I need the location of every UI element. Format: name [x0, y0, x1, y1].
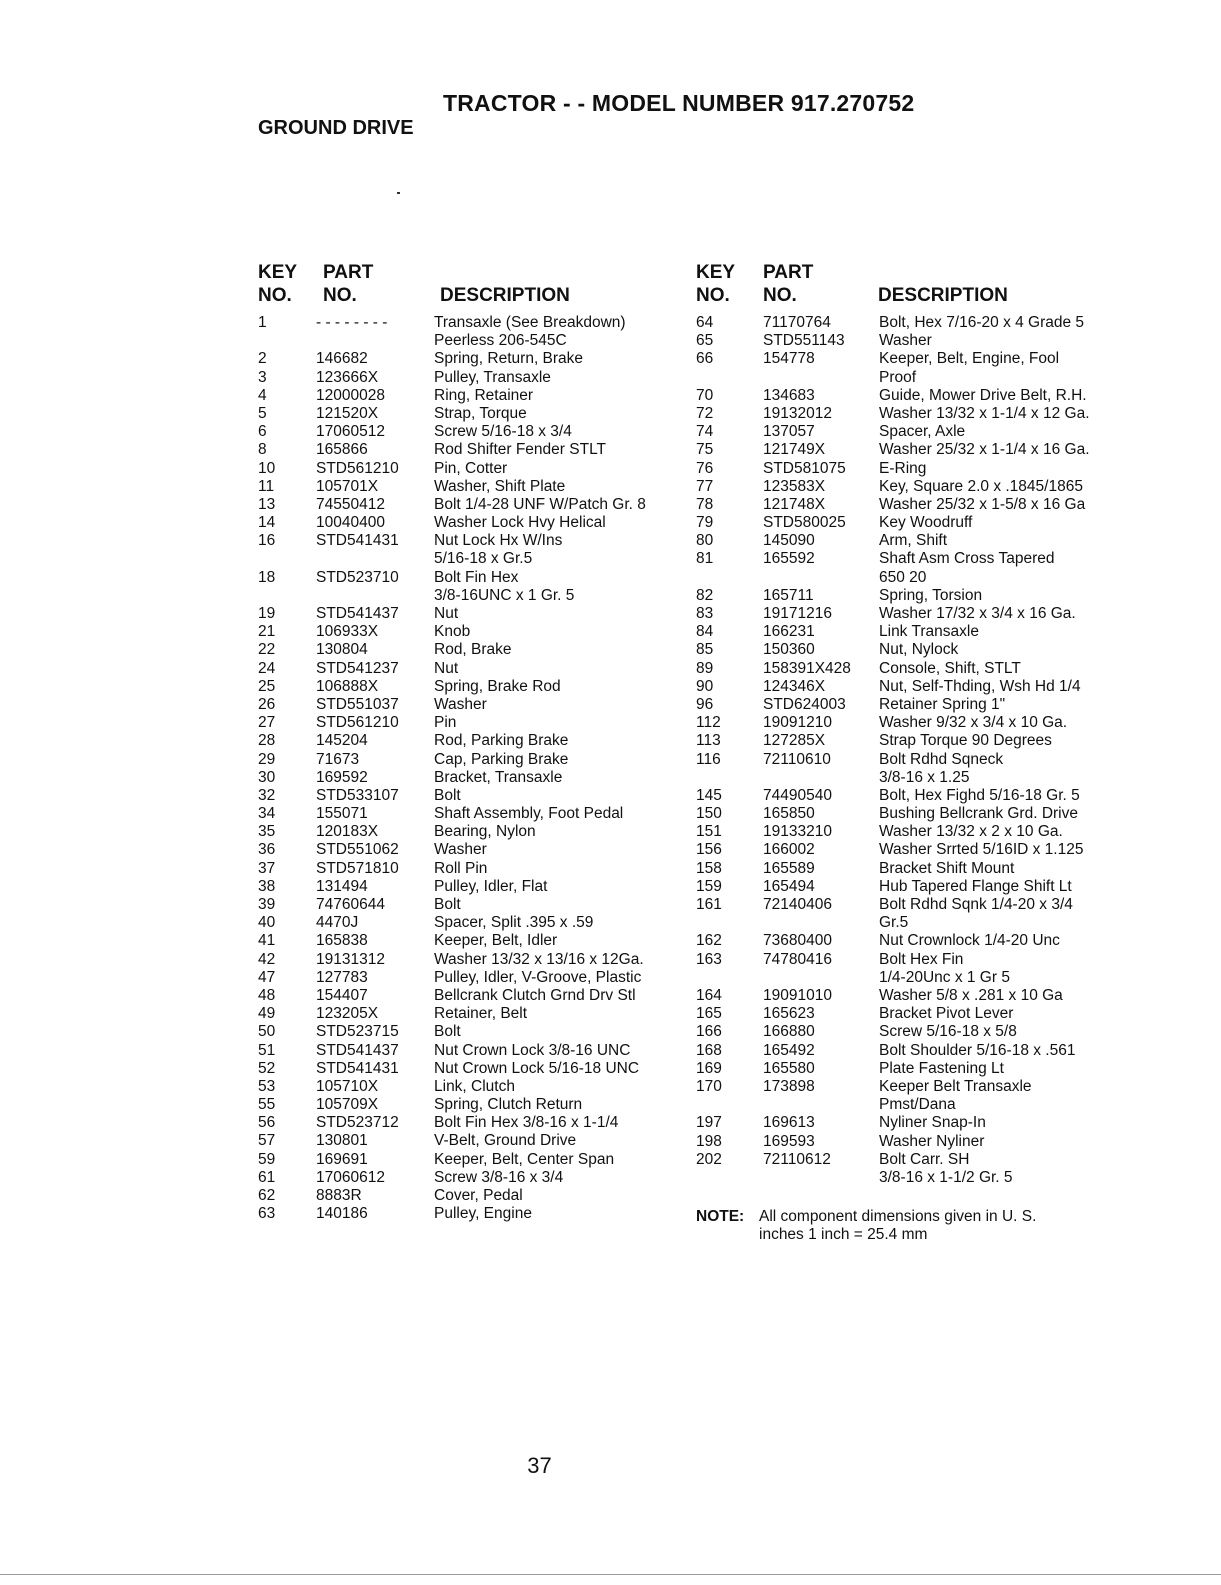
key-number: 30 [258, 768, 276, 786]
part-number: STD571810 [316, 859, 399, 877]
part-description: Washer 25/32 x 1-5/8 x 16 Ga [879, 495, 1086, 513]
page-number [0, 1453, 1221, 1479]
key-number: 84 [696, 623, 714, 641]
key-number: 65 [696, 332, 714, 350]
part-number: STD551062 [316, 841, 399, 859]
part-number: 130801 [316, 1132, 368, 1150]
key-number: 145 [696, 786, 722, 804]
part-number: 127783 [316, 968, 368, 986]
scan-edge [0, 1574, 1221, 1575]
part-number: 105710X [316, 1077, 379, 1095]
key-number: 78 [696, 495, 714, 513]
right-part-header-bottom: NO. [763, 285, 797, 306]
key-number: 27 [258, 714, 276, 732]
key-number: 52 [258, 1059, 276, 1077]
part-description: Peerless 206-545C [434, 332, 567, 350]
part-description: Washer Srrted 5/16ID x 1.125 [879, 841, 1084, 859]
key-number: 161 [696, 896, 722, 914]
part-number: 165850 [763, 805, 815, 823]
part-description: Proof [879, 368, 917, 386]
part-description: Plate Fastening Lt [879, 1059, 1004, 1077]
part-number: STD541431 [316, 1059, 399, 1077]
part-description: Shaft Asm Cross Tapered [879, 550, 1055, 568]
part-description: Bolt Rdhd Sqneck [879, 750, 1004, 768]
part-number: 17060612 [316, 1168, 385, 1186]
key-number: 50 [258, 1023, 276, 1041]
key-number: 25 [258, 677, 276, 695]
note-line: inches 1 inch = 25.4 mm [759, 1226, 928, 1243]
key-number: 90 [696, 677, 714, 695]
key-number: 113 [696, 732, 721, 750]
part-description: Hub Tapered Flange Shift Lt [879, 877, 1072, 895]
part-number: 74760644 [316, 896, 385, 914]
key-number: 2 [258, 350, 267, 368]
part-number: 165589 [763, 859, 815, 877]
part-number: 121520X [316, 404, 379, 422]
part-description: Washer [434, 841, 487, 859]
part-description: Pulley, Idler, V-Groove, Plastic [434, 968, 642, 986]
key-number: 6 [258, 423, 267, 441]
part-description: Link Transaxle [879, 623, 979, 641]
left-key-header-bottom: NO. [258, 285, 292, 306]
key-number: 63 [258, 1205, 276, 1223]
part-description: Bracket Pivot Lever [879, 1005, 1014, 1023]
part-number: STD561210 [316, 714, 399, 732]
part-description: Spacer, Split .395 x .59 [434, 914, 594, 932]
part-number: STD523710 [316, 568, 399, 586]
key-number: 21 [258, 623, 276, 641]
part-description: Keeper, Belt, Engine, Fool [879, 350, 1060, 368]
part-number: STD541431 [316, 532, 399, 550]
key-number: 32 [258, 786, 276, 804]
part-number: 71673 [316, 750, 360, 768]
key-number: 170 [696, 1077, 722, 1095]
part-number: 106888X [316, 677, 379, 695]
part-number: 17060512 [316, 423, 385, 441]
part-description: Keeper Belt Transaxle [879, 1077, 1032, 1095]
part-number: - - - - - - - - [316, 314, 388, 331]
part-description: Bolt Carr. SH [879, 1150, 970, 1168]
part-number: 165711 [763, 586, 814, 604]
key-number: 1 [258, 314, 267, 331]
part-description: Pin [434, 714, 457, 732]
part-description: Nut Crownlock 1/4-20 Unc [879, 932, 1060, 950]
part-description: Console, Shift, STLT [879, 659, 1021, 677]
left-part-header-bottom: NO. [323, 285, 357, 306]
part-description: Rod, Parking Brake [434, 732, 569, 750]
part-description: 650 20 [879, 568, 927, 586]
part-description: Bolt 1/4-28 UNF W/Patch Gr. 8 [434, 495, 646, 513]
part-description: Nut [434, 605, 459, 623]
key-number: 70 [696, 386, 714, 404]
part-number: 165623 [763, 1005, 815, 1023]
part-number: 166231 [763, 623, 815, 641]
page-title: TRACTOR - - MODEL NUMBER 917.270752 [443, 90, 915, 116]
part-description: 3/8-16 x 1.25 [879, 768, 970, 786]
part-description: Screw 5/16-18 x 5/8 [879, 1023, 1017, 1041]
key-number: 89 [696, 659, 714, 677]
part-number: 165494 [763, 877, 815, 895]
part-description: Washer Nyliner [879, 1132, 985, 1150]
part-description: Cover, Pedal [434, 1187, 523, 1205]
part-description: Bolt Rdhd Sqnk 1/4-20 x 3/4 [879, 896, 1073, 914]
part-number: 10040400 [316, 514, 385, 532]
part-description: Nut, Nylock [879, 641, 959, 659]
part-description: Nut [434, 659, 459, 677]
part-description: Bolt Shoulder 5/16-18 x .561 [879, 1041, 1076, 1059]
key-number: 62 [258, 1187, 276, 1205]
key-number: 165 [696, 1005, 722, 1023]
key-number: 198 [696, 1132, 722, 1150]
part-number: 124346X [763, 677, 826, 695]
note-label: NOTE: [696, 1208, 745, 1225]
part-description: Retainer Spring 1" [879, 695, 1006, 713]
part-description: Knob [434, 623, 471, 641]
part-number: 105709X [316, 1096, 379, 1114]
key-number: 57 [258, 1132, 276, 1150]
part-description: Nyliner Snap-In [879, 1114, 986, 1132]
key-number: 116 [696, 750, 721, 768]
part-description: Arm, Shift [879, 532, 948, 550]
key-number: 83 [696, 605, 714, 623]
part-description: Bolt, Hex 7/16-20 x 4 Grade 5 [879, 314, 1085, 331]
part-description: Bolt, Hex Fighd 5/16-18 Gr. 5 [879, 786, 1080, 804]
part-description: Bolt [434, 786, 461, 804]
key-number: 159 [696, 877, 722, 895]
part-description: Nut Crown Lock 3/8-16 UNC [434, 1041, 631, 1059]
left-part-header-top: PART [323, 262, 374, 283]
part-number: STD523712 [316, 1114, 399, 1132]
right-part-header-top: PART [763, 262, 814, 283]
key-number: 36 [258, 841, 276, 859]
key-number: 3 [258, 368, 267, 386]
key-number: 14 [258, 514, 276, 532]
part-number: 166002 [763, 841, 815, 859]
key-number: 35 [258, 823, 276, 841]
part-description: E-Ring [879, 459, 927, 477]
part-number: STD551143 [763, 332, 845, 350]
part-description: Bolt [434, 1023, 461, 1041]
part-description: Washer Lock Hvy Helical [434, 514, 606, 532]
part-number: STD624003 [763, 695, 846, 713]
part-number: 169592 [316, 768, 368, 786]
key-number: 150 [696, 805, 722, 823]
part-number: 130804 [316, 641, 368, 659]
part-number: 121748X [763, 495, 826, 513]
key-number: 37 [258, 859, 276, 877]
part-description: Washer 13/32 x 2 x 10 Ga. [879, 823, 1063, 841]
scan-speck [397, 192, 400, 194]
key-number: 74 [696, 423, 714, 441]
part-description: Washer 17/32 x 3/4 x 16 Ga. [879, 605, 1076, 623]
key-number: 40 [258, 914, 276, 932]
part-description: Spring, Return, Brake [434, 350, 584, 368]
part-number: 173898 [763, 1077, 815, 1095]
part-description: Pmst/Dana [879, 1096, 956, 1114]
key-number: 166 [696, 1023, 722, 1041]
key-number: 51 [258, 1041, 276, 1059]
key-number: 55 [258, 1096, 276, 1114]
part-number: 72110612 [763, 1150, 831, 1168]
part-number: STD541237 [316, 659, 399, 677]
key-number: 56 [258, 1114, 276, 1132]
part-description: Nut Crown Lock 5/16-18 UNC [434, 1059, 640, 1077]
part-description: Guide, Mower Drive Belt, R.H. [879, 386, 1087, 404]
part-number: 72110610 [763, 750, 831, 768]
part-number: 74490540 [763, 786, 832, 804]
part-number: 166880 [763, 1023, 815, 1041]
key-number: 22 [258, 641, 276, 659]
key-number: 162 [696, 932, 722, 950]
part-number: 123583X [763, 477, 826, 495]
part-description: 3/8-16UNC x 1 Gr. 5 [434, 586, 575, 604]
key-number: 77 [696, 477, 714, 495]
key-number: 16 [258, 532, 276, 550]
part-number: STD533107 [316, 786, 399, 804]
key-number: 197 [696, 1114, 722, 1132]
part-description: Washer 9/32 x 3/4 x 10 Ga. [879, 714, 1068, 732]
part-description: Bearing, Nylon [434, 823, 536, 841]
part-description: Rod Shifter Fender STLT [434, 441, 607, 459]
left-key-header-top: KEY [258, 262, 298, 283]
part-number: 165492 [763, 1041, 815, 1059]
part-number: 19171216 [763, 605, 832, 623]
part-description: Keeper, Belt, Center Span [434, 1150, 615, 1168]
key-number: 49 [258, 1005, 276, 1023]
left-description-header: DESCRIPTION [440, 285, 570, 306]
part-description: Spacer, Axle [879, 423, 966, 441]
part-number: 134683 [763, 386, 815, 404]
part-number: 72140406 [763, 896, 832, 914]
key-number: 29 [258, 750, 276, 768]
right-description-header: DESCRIPTION [878, 285, 1008, 306]
key-number: 112 [696, 714, 721, 732]
part-number: 154778 [763, 350, 815, 368]
key-number: 61 [258, 1168, 276, 1186]
key-number: 82 [696, 586, 714, 604]
part-number: STD523715 [316, 1023, 399, 1041]
part-number: 73680400 [763, 932, 832, 950]
part-description: Bolt Fin Hex 3/8-16 x 1-1/4 [434, 1114, 619, 1132]
key-number: 75 [696, 441, 714, 459]
section-title: GROUND DRIVE [258, 117, 414, 139]
page-number-text: 37 [527, 1453, 552, 1478]
part-number: STD541437 [316, 1041, 399, 1059]
part-description: Washer 5/8 x .281 x 10 Ga [879, 987, 1063, 1005]
key-number: 19 [258, 605, 276, 623]
part-number: 169691 [316, 1150, 368, 1168]
part-number: 19091210 [763, 714, 832, 732]
right-key-header-bottom: NO. [696, 285, 730, 306]
key-number: 42 [258, 950, 276, 968]
key-number: 202 [696, 1150, 722, 1168]
part-description: Nut, Self-Thding, Wsh Hd 1/4 [879, 677, 1081, 695]
part-description: Washer 13/32 x 1-1/4 x 12 Ga. [879, 404, 1090, 422]
part-description: Washer, Shift Plate [434, 477, 566, 495]
part-description: Key Woodruff [879, 514, 973, 532]
part-description: Keeper, Belt, Idler [434, 932, 558, 950]
part-description: Retainer, Belt [434, 1005, 528, 1023]
part-number: 106933X [316, 623, 379, 641]
part-description: Nut Lock Hx W/Ins [434, 532, 563, 550]
part-number: 74550412 [316, 495, 385, 513]
key-number: 10 [258, 459, 276, 477]
part-number: 155071 [316, 805, 368, 823]
part-number: 169593 [763, 1132, 815, 1150]
part-description: 5/16-18 x Gr.5 [434, 550, 533, 568]
part-description: 3/8-16 x 1-1/2 Gr. 5 [879, 1168, 1013, 1186]
key-number: 53 [258, 1077, 276, 1095]
part-number: 137057 [763, 423, 815, 441]
part-description: Screw 3/8-16 x 3/4 [434, 1168, 564, 1186]
part-number: 145204 [316, 732, 368, 750]
key-number: 72 [696, 404, 714, 422]
part-number: STD541437 [316, 605, 399, 623]
key-number: 47 [258, 968, 276, 986]
part-description: Pulley, Transaxle [434, 368, 551, 386]
key-number: 5 [258, 404, 267, 422]
part-number: 120183X [316, 823, 379, 841]
part-description: Bolt Hex Fin [879, 950, 964, 968]
key-number: 48 [258, 986, 276, 1004]
part-number: STD551037 [316, 695, 399, 713]
part-number: STD581075 [763, 459, 846, 477]
part-number: 165580 [763, 1059, 815, 1077]
key-number: 64 [696, 314, 714, 331]
right-key-header-top: KEY [696, 262, 736, 283]
part-number: 150360 [763, 641, 815, 659]
part-description: Roll Pin [434, 859, 488, 877]
part-description: 1/4-20Unc x 1 Gr 5 [879, 968, 1010, 986]
part-number: 146682 [316, 350, 368, 368]
part-number: 19131312 [316, 950, 385, 968]
part-number: 169613 [763, 1114, 815, 1132]
part-description: Shaft Assembly, Foot Pedal [434, 805, 624, 823]
part-description: Screw 5/16-18 x 3/4 [434, 423, 572, 441]
part-description: Pulley, Idler, Flat [434, 877, 548, 895]
key-number: 39 [258, 896, 276, 914]
part-number: 165838 [316, 932, 368, 950]
part-number: STD580025 [763, 514, 846, 532]
part-description: Transaxle (See Breakdown) [434, 314, 626, 331]
key-number: 34 [258, 805, 276, 823]
part-number: 154407 [316, 986, 368, 1004]
part-number: STD561210 [316, 459, 399, 477]
part-number: 74780416 [763, 950, 832, 968]
part-description: Cap, Parking Brake [434, 750, 569, 768]
part-number: 127285X [763, 732, 826, 750]
part-number: 105701X [316, 477, 379, 495]
key-number: 26 [258, 695, 276, 713]
part-description: Spring, Brake Rod [434, 677, 561, 695]
part-description: Washer [434, 695, 487, 713]
part-description: Strap, Torque [434, 404, 527, 422]
key-number: 80 [696, 532, 714, 550]
part-number: 19133210 [763, 823, 832, 841]
part-description: Spring, Torsion [879, 586, 983, 604]
note-line: All component dimensions given in U. S. [759, 1208, 1037, 1225]
key-number: 8 [258, 441, 267, 459]
part-description: V-Belt, Ground Drive [434, 1132, 577, 1150]
part-description: Washer 13/32 x 13/16 x 12Ga. [434, 950, 644, 968]
part-description: Spring, Clutch Return [434, 1096, 583, 1114]
key-number: 164 [696, 987, 722, 1005]
part-number: 19091010 [763, 987, 832, 1005]
part-number: 140186 [316, 1205, 368, 1223]
part-description: Pin, Cotter [434, 459, 508, 477]
key-number: 169 [696, 1059, 722, 1077]
key-number: 13 [258, 495, 276, 513]
part-description: Bolt Fin Hex [434, 568, 519, 586]
part-number: 4470J [316, 914, 359, 932]
part-description: Gr.5 [879, 914, 909, 932]
part-description: Key, Square 2.0 x .1845/1865 [879, 477, 1083, 495]
part-description: Ring, Retainer [434, 386, 534, 404]
key-number: 41 [258, 932, 276, 950]
key-number: 156 [696, 841, 722, 859]
part-description: Bracket Shift Mount [879, 859, 1015, 877]
part-description: Bellcrank Clutch Grnd Drv Stl [434, 986, 636, 1004]
key-number: 96 [696, 695, 714, 713]
part-number: 165592 [763, 550, 815, 568]
key-number: 66 [696, 350, 714, 368]
key-number: 11 [258, 477, 275, 495]
key-number: 38 [258, 877, 276, 895]
part-number: 71170764 [763, 314, 831, 331]
part-description: Washer [879, 332, 932, 350]
key-number: 79 [696, 514, 714, 532]
key-number: 158 [696, 859, 722, 877]
part-description: Washer 25/32 x 1-1/4 x 16 Ga. [879, 441, 1090, 459]
part-number: 123205X [316, 1005, 379, 1023]
key-number: 81 [696, 550, 714, 568]
part-number: 145090 [763, 532, 815, 550]
part-number: 8883R [316, 1187, 362, 1205]
key-number: 59 [258, 1150, 276, 1168]
part-description: Strap Torque 90 Degrees [879, 732, 1052, 750]
key-number: 168 [696, 1041, 722, 1059]
part-number: 19132012 [763, 404, 832, 422]
part-description: Pulley, Engine [434, 1205, 532, 1223]
key-number: 85 [696, 641, 714, 659]
part-number: 165866 [316, 441, 368, 459]
part-description: Rod, Brake [434, 641, 512, 659]
part-description: Bracket, Transaxle [434, 768, 563, 786]
key-number: 4 [258, 386, 267, 404]
key-number: 18 [258, 568, 276, 586]
part-description: Link, Clutch [434, 1077, 515, 1095]
part-number: 158391X428 [763, 659, 851, 677]
part-description: Bolt [434, 896, 461, 914]
part-number: 123666X [316, 368, 379, 386]
key-number: 24 [258, 659, 276, 677]
key-number: 151 [696, 823, 722, 841]
key-number: 76 [696, 459, 714, 477]
part-number: 131494 [316, 877, 368, 895]
key-number: 28 [258, 732, 276, 750]
part-number: 12000028 [316, 386, 385, 404]
part-description: Bushing Bellcrank Grd. Drive [879, 805, 1078, 823]
part-number: 121749X [763, 441, 826, 459]
key-number: 163 [696, 950, 722, 968]
